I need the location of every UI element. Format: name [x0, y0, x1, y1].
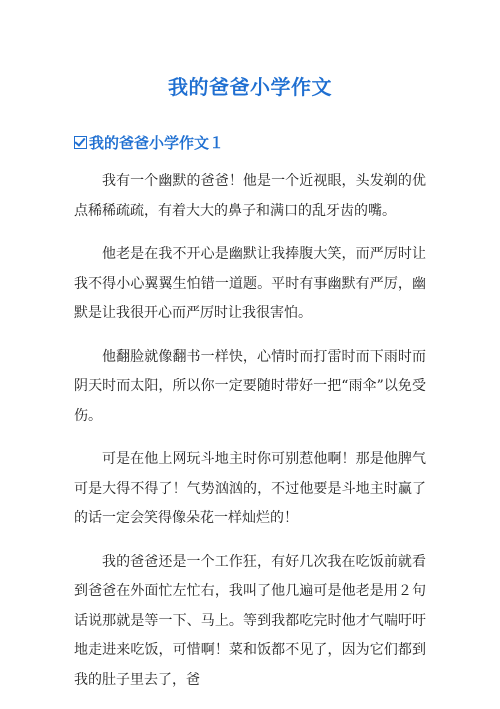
paragraph-2: 他老是在我不开心是幽默让我捧腹大笑，而严厉时让我不得小心翼翼生怕错一道题。平时有事幽默有严厉，幽默是让我很开心而严厉时让我很害怕。 [74, 246, 426, 321]
section-heading-text: 我的爸爸小学作文１ [89, 134, 225, 152]
paragraph-1: 我有一个幽默的爸爸！他是一个近视眼，头发剃的优点稀稀疏疏，有着大大的鼻子和满口的乱牙齿的嘴。 [74, 173, 426, 219]
section-heading [74, 132, 224, 154]
essay-body [74, 167, 426, 709]
checkbox-icon [74, 136, 87, 149]
paragraph-4: 可是在他上网玩斗地主时你可别惹他啊！那是他脾气可是大得不得了！气势汹汹的，不过他要是斗地主时赢了的话一定会笑得像朵花一样灿烂的！ [74, 451, 426, 526]
paragraph-3: 他翻脸就像翻书一样快，心情时而打雷时而下雨时而阴天时而太阳，所以你一定要随时带好一把“雨伞”以免受伤。 [74, 348, 426, 424]
paragraph-5: 我的爸爸还是一个工作狂，有好几次我在吃饭前就看到爸爸在外面忙左忙右，我叫了他几遍可是他老是用２句话说那就是等一下、马上。等到我都吃完时他才气喘吁吁地走进来吃饭，可惜啊！菜和饭都不见了，因为它们都到我的肚子里去了，爸 [74, 553, 426, 688]
document-title: 我的爸爸小学作文 [168, 75, 332, 99]
